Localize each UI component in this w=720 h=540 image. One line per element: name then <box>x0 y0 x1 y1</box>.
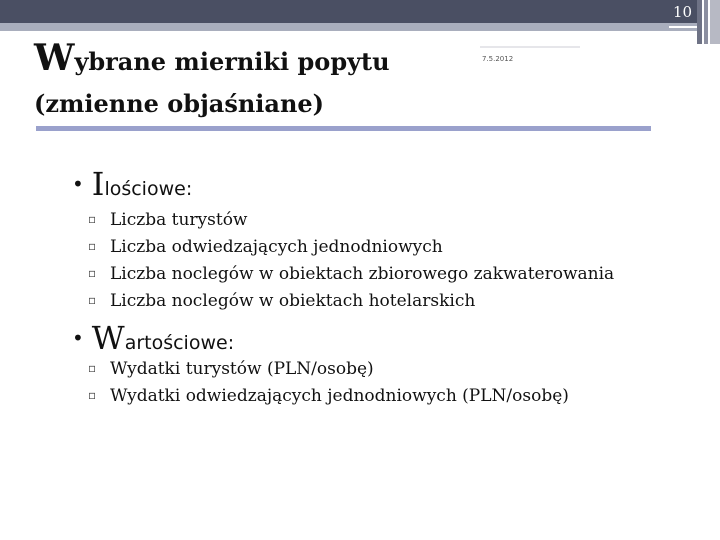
list-item <box>88 388 569 405</box>
list-item-text: Liczba odwiedzających jednodniowych <box>110 237 443 257</box>
corner-block-3 <box>710 0 720 44</box>
corner-block-2 <box>704 0 708 44</box>
section-heading-wartosciowe <box>72 319 235 357</box>
section-heading-ilosciowe <box>72 165 193 203</box>
section-rest: artościowe: <box>124 332 235 354</box>
title-underline <box>36 126 651 131</box>
list-item-text: Wydatki odwiedzających jednodniowych (PLN/osobę) <box>110 386 569 406</box>
list-item-text: Liczba noclegów w obiektach zbiorowego zakwaterowania <box>110 264 615 284</box>
page-number-rule <box>669 26 697 28</box>
title-rest: ybrane mierniki popytu <box>74 47 390 76</box>
slide-title-line-1 <box>34 37 390 79</box>
list-item <box>88 293 475 310</box>
section-initial: I <box>91 165 105 203</box>
sub-bullet-icon: ▫ <box>88 239 97 253</box>
list-item-text: Liczba noclegów w obiektach hotelarskich <box>110 291 476 311</box>
section-rest: lościowe: <box>104 178 193 200</box>
title-initial: W <box>34 37 75 79</box>
list-item <box>88 361 374 378</box>
sub-bullet-icon: ▫ <box>88 361 97 375</box>
section-initial: W <box>91 319 125 357</box>
corner-block <box>697 0 702 44</box>
slide-title-line-2: (zmienne objaśniane) <box>34 89 325 118</box>
list-item-text: Wydatki turystów (PLN/osobę) <box>110 359 374 379</box>
list-item <box>88 212 247 229</box>
list-item-text: Liczba turystów <box>110 210 248 230</box>
slide-date: 7.5.2012 <box>482 55 514 63</box>
header-bar <box>0 0 697 23</box>
title-rule <box>480 46 580 48</box>
bullet-icon: • <box>72 172 84 196</box>
list-item <box>88 266 614 283</box>
list-item <box>88 239 443 256</box>
sub-bullet-icon: ▫ <box>88 266 97 280</box>
page-number: 10 <box>672 3 693 21</box>
sub-bullet-icon: ▫ <box>88 388 97 402</box>
sub-bullet-icon: ▫ <box>88 212 97 226</box>
header-strip <box>0 23 697 31</box>
bullet-icon: • <box>72 326 84 350</box>
sub-bullet-icon: ▫ <box>88 293 97 307</box>
